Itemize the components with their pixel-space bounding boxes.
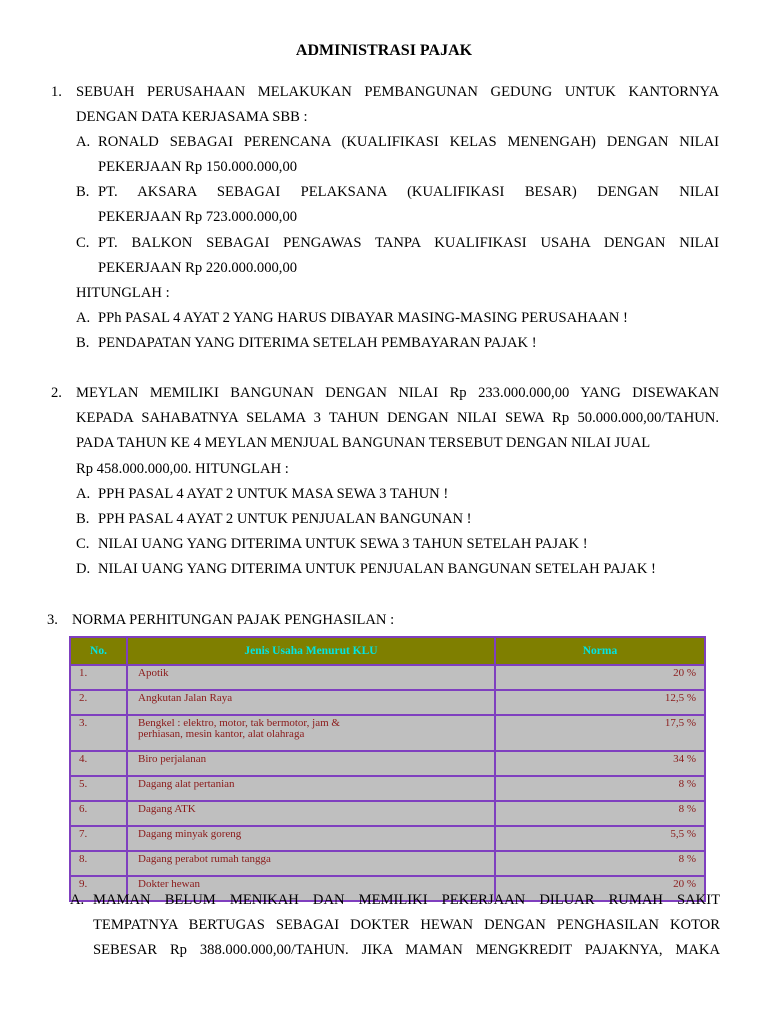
table-row xyxy=(70,690,705,715)
q2-line-1: MEYLAN MEMILIKI BANGUNAN DENGAN NILAI Rp 233.000.000,00 YANG DISEWAKAN xyxy=(76,385,719,401)
table-row xyxy=(70,826,705,851)
q1-item-a-line-1: RONALD SEBAGAI PERENCANA (KUALIFIKASI KELAS MENENGAH) DENGAN NILAI xyxy=(98,134,719,150)
q1-item-b-line-1: PT. AKSARA SEBAGAI PELAKSANA (KUALIFIKASI BESAR) DENGAN NILAI xyxy=(98,184,719,200)
cell-norma: 20 % xyxy=(495,665,705,690)
cell-no: 7. xyxy=(70,826,127,851)
cell-no: 4. xyxy=(70,751,127,776)
q3-sub-line-2: TEMPATNYA BERTUGAS SEBAGAI DOKTER HEWAN DENGAN PENGHASILAN KOTOR xyxy=(93,917,720,933)
cell-jenis xyxy=(127,715,495,751)
cell-jenis-line-2: perhiasan, mesin kantor, alat olahraga xyxy=(138,728,305,740)
header-jenis: Jenis Usaha Menurut KLU xyxy=(127,637,495,665)
q1-ask-a-label: A. xyxy=(76,310,91,326)
cell-norma: 12,5 % xyxy=(495,690,705,715)
table-row xyxy=(70,776,705,801)
q2-ask-a-label: A. xyxy=(76,486,91,502)
q1-line-1: SEBUAH PERUSAHAAN MELAKUKAN PEMBANGUNAN GEDUNG UNTUK KANTORNYA xyxy=(76,84,719,100)
header-norma: Norma xyxy=(495,637,705,665)
cell-jenis: Biro perjalanan xyxy=(127,751,495,776)
q2-ask-c-text: NILAI UANG YANG DITERIMA UNTUK SEWA 3 TAHUN SETELAH PAJAK ! xyxy=(98,536,588,552)
q2-ask-b-label: B. xyxy=(76,511,90,527)
cell-no: 9. xyxy=(70,876,127,901)
cell-jenis-line-1: Bengkel : elektro, motor, tak bermotor, jam & xyxy=(138,717,340,729)
q2-ask-a-text: PPH PASAL 4 AYAT 2 UNTUK MASA SEWA 3 TAHUN ! xyxy=(98,486,449,502)
cell-jenis: Dagang alat pertanian xyxy=(127,776,495,801)
q3-number: 3. xyxy=(47,612,58,628)
cell-jenis: Dokter hewan xyxy=(127,876,495,901)
q1-ask-heading: HITUNGLAH : xyxy=(76,285,170,301)
q2-ask-c-label: C. xyxy=(76,536,90,552)
q3-sub-line-3: SEBESAR Rp 388.000.000,00/TAHUN. JIKA MAMAN MENGKREDIT PAJAKNYA, MAKA xyxy=(93,942,720,958)
cell-norma: 34 % xyxy=(495,751,705,776)
cell-jenis: Dagang perabot rumah tangga xyxy=(127,851,495,876)
cell-norma: 8 % xyxy=(495,776,705,801)
cell-no: 5. xyxy=(70,776,127,801)
cell-norma: 17,5 % xyxy=(495,715,705,751)
table-row xyxy=(70,751,705,776)
q1-number: 1. xyxy=(51,84,62,100)
q2-number: 2. xyxy=(51,385,62,401)
q1-line-2: DENGAN DATA KERJASAMA SBB : xyxy=(76,109,308,125)
cell-norma: 20 % xyxy=(495,876,705,901)
header-no: No. xyxy=(70,637,127,665)
q1-item-a-line-2: PEKERJAAN Rp 150.000.000,00 xyxy=(98,159,298,175)
q2-line-3: PADA TAHUN KE 4 MEYLAN MENJUAL BANGUNAN TERSEBUT DENGAN NILAI JUAL xyxy=(76,435,651,451)
q2-line-2: KEPADA SAHABATNYA SELAMA 3 TAHUN DENGAN NILAI SEWA Rp 50.000.000,00/TAHUN. xyxy=(76,410,719,426)
q1-item-c-line-2: PEKERJAAN Rp 220.000.000,00 xyxy=(98,260,298,276)
q2-ask-b-text: PPH PASAL 4 AYAT 2 UNTUK PENJUALAN BANGUNAN ! xyxy=(98,511,472,527)
norma-table xyxy=(69,636,706,902)
q2-ask-d-text: NILAI UANG YANG DITERIMA UNTUK PENJUALAN BANGUNAN SETELAH PAJAK ! xyxy=(98,561,656,577)
cell-jenis: Apotik xyxy=(127,665,495,690)
q2-line-4: Rp 458.000.000,00. HITUNGLAH : xyxy=(76,461,289,477)
cell-no: 6. xyxy=(70,801,127,826)
q1-ask-a-text: PPh PASAL 4 AYAT 2 YANG HARUS DIBAYAR MASING-MASING PERUSAHAAN ! xyxy=(98,310,628,326)
q1-item-c-line-1: PT. BALKON SEBAGAI PENGAWAS TANPA KUALIFIKASI USAHA DENGAN NILAI xyxy=(98,235,719,251)
table-row xyxy=(70,851,705,876)
q1-ask-b-text: PENDAPATAN YANG DITERIMA SETELAH PEMBAYARAN PAJAK ! xyxy=(98,335,537,351)
q2-ask-d-label: D. xyxy=(76,561,91,577)
cell-jenis: Angkutan Jalan Raya xyxy=(127,690,495,715)
cell-norma: 8 % xyxy=(495,801,705,826)
cell-norma: 5,5 % xyxy=(495,826,705,851)
cell-jenis: Dagang ATK xyxy=(127,801,495,826)
table-row xyxy=(70,801,705,826)
cell-no: 2. xyxy=(70,690,127,715)
cell-no: 1. xyxy=(70,665,127,690)
norma-table-header xyxy=(70,637,705,665)
document-title: ADMINISTRASI PAJAK xyxy=(295,42,473,59)
cell-norma: 8 % xyxy=(495,851,705,876)
q1-item-b-line-2: PEKERJAAN Rp 723.000.000,00 xyxy=(98,209,298,225)
q1-item-a-label: A. xyxy=(76,134,91,150)
q1-ask-b-label: B. xyxy=(76,335,90,351)
q3-sub-label: A. xyxy=(70,892,85,908)
q3-sub-line-1: MAMAN BELUM MENIKAH DAN MEMILIKI PEKERJAAN DILUAR RUMAH SAKIT xyxy=(93,892,720,908)
table-row xyxy=(70,665,705,690)
cell-jenis: Dagang minyak goreng xyxy=(127,826,495,851)
q1-item-c-label: C. xyxy=(76,235,90,251)
q3-text: NORMA PERHITUNGAN PAJAK PENGHASILAN : xyxy=(72,612,395,628)
cell-no: 8. xyxy=(70,851,127,876)
cell-no: 3. xyxy=(70,715,127,751)
q1-item-b-label: B. xyxy=(76,184,90,200)
table-row xyxy=(70,715,705,751)
